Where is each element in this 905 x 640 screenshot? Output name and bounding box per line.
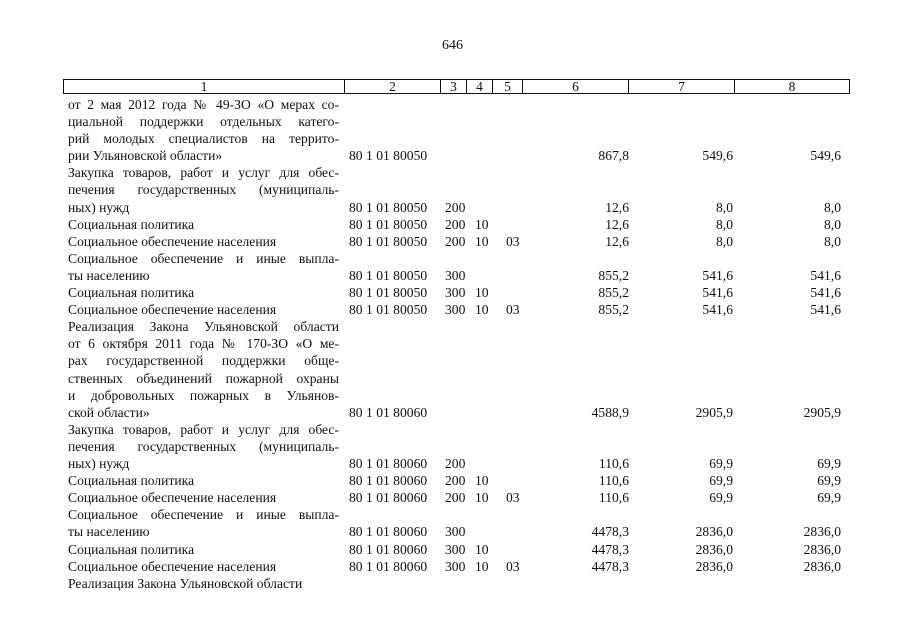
cell-target-code: 80 1 01 80050	[349, 267, 428, 283]
page-number: 646	[442, 38, 463, 53]
description-line: Социальное обеспечение населения	[68, 558, 277, 574]
row-description	[68, 301, 339, 318]
description-line: от 6 октября 2011 года № 170-ЗО «О ме-	[68, 336, 339, 352]
cell-target-code: 80 1 01 80060	[349, 524, 428, 540]
cell-target-code: 80 1 01 80050	[349, 148, 428, 164]
cell-target-code: 80 1 01 80050	[349, 233, 428, 249]
cell-amount-col6: 855,2	[598, 267, 629, 283]
header-cell-1: 1	[64, 80, 345, 93]
cell-amount-col7: 2836,0	[695, 541, 733, 557]
header-cell-2: 2	[345, 80, 441, 93]
cell-subsection: 03	[506, 233, 520, 249]
cell-amount-col8: 541,6	[810, 302, 841, 318]
cell-target-code: 80 1 01 80050	[349, 302, 428, 318]
cell-amount-col6: 4588,9	[591, 404, 629, 420]
cell-amount-col6: 12,6	[605, 216, 629, 232]
cell-amount-col6: 855,2	[598, 302, 629, 318]
table-row	[0, 489, 905, 506]
cell-expense-type: 200	[445, 233, 466, 249]
cell-expense-type: 300	[445, 285, 466, 301]
cell-expense-type: 300	[445, 541, 466, 557]
row-description	[68, 575, 339, 592]
cell-amount-col7: 541,6	[702, 302, 733, 318]
description-line: ных) нужд	[68, 199, 130, 215]
cell-target-code: 80 1 01 80060	[349, 541, 428, 557]
header-cell-8: 8	[788, 79, 796, 94]
cell-subsection: 03	[506, 558, 520, 574]
row-description	[68, 489, 339, 506]
description-line: Реализация Закона Ульяновской области	[68, 319, 339, 335]
cell-amount-col8: 541,6	[810, 267, 841, 283]
description-line: печения государственных (муниципаль-	[68, 182, 339, 198]
cell-amount-col6: 110,6	[598, 473, 629, 489]
table-row	[0, 472, 905, 489]
description-line: печения государственных (муниципаль-	[68, 438, 339, 454]
cell-expense-type: 200	[445, 456, 466, 472]
header-cell-3: 3	[441, 80, 467, 93]
cell-amount-col6: 4478,3	[591, 558, 629, 574]
cell-target-code: 80 1 01 80050	[349, 199, 428, 215]
cell-amount-col8: 2836,0	[803, 558, 841, 574]
cell-expense-type: 300	[445, 267, 466, 283]
cell-target-code: 80 1 01 80060	[349, 404, 428, 420]
cell-target-code: 80 1 01 80050	[349, 216, 428, 232]
cell-amount-col7: 541,6	[702, 267, 733, 283]
header-cell-4: 4	[467, 80, 493, 93]
cell-expense-type: 200	[445, 216, 466, 232]
description-line: Социальное обеспечение населения	[68, 233, 277, 249]
row-description	[68, 96, 339, 164]
description-line: и добровольных пожарных в Ульянов-	[68, 387, 339, 403]
cell-amount-col7: 2905,9	[695, 404, 733, 420]
cell-expense-type: 200	[445, 473, 466, 489]
description-line: Социальное обеспечение и иные выпла-	[68, 250, 339, 266]
cell-section: 10	[475, 285, 489, 301]
row-description	[68, 284, 339, 301]
header-cell-6: 6	[523, 80, 629, 93]
cell-amount-col7: 69,9	[709, 490, 733, 506]
cell-amount-col7: 541,6	[702, 285, 733, 301]
cell-section: 10	[475, 473, 489, 489]
table-row	[0, 318, 905, 421]
description-line: ственных объединений пожарной охраны	[68, 370, 339, 386]
table-row	[0, 506, 905, 540]
table-row	[0, 575, 905, 592]
cell-amount-col6: 110,6	[598, 490, 629, 506]
table-row	[0, 96, 905, 164]
cell-amount-col7: 8,0	[716, 216, 733, 232]
cell-amount-col6: 12,6	[605, 199, 629, 215]
description-line: рий молодых специалистов на террито-	[68, 131, 339, 147]
cell-section: 10	[475, 558, 489, 574]
row-description	[68, 250, 339, 284]
cell-amount-col7: 69,9	[709, 456, 733, 472]
cell-expense-type: 300	[445, 302, 466, 318]
row-description	[68, 318, 339, 421]
cell-amount-col7: 69,9	[709, 473, 733, 489]
table-row	[0, 558, 905, 575]
description-line: циальной поддержки отдельных катего-	[68, 114, 339, 130]
cell-target-code: 80 1 01 80060	[349, 473, 428, 489]
cell-amount-col8: 2836,0	[803, 541, 841, 557]
table-row	[0, 421, 905, 472]
description-line: Социальное обеспечение и иные выпла-	[68, 507, 339, 523]
table-header	[63, 79, 850, 94]
cell-target-code: 80 1 01 80050	[349, 285, 428, 301]
description-line: рии Ульяновской области»	[68, 148, 223, 164]
cell-amount-col8: 549,6	[810, 148, 841, 164]
cell-expense-type: 200	[445, 199, 466, 215]
cell-amount-col8: 8,0	[824, 216, 841, 232]
row-description	[68, 472, 339, 489]
description-line: ской области»	[68, 404, 150, 420]
row-description	[68, 164, 339, 215]
cell-amount-col6: 12,6	[605, 233, 629, 249]
cell-amount-col8: 8,0	[824, 233, 841, 249]
cell-subsection: 03	[506, 490, 520, 506]
cell-expense-type: 200	[445, 490, 466, 506]
cell-amount-col7: 549,6	[702, 148, 733, 164]
cell-amount-col7: 8,0	[716, 233, 733, 249]
cell-section: 10	[475, 233, 489, 249]
cell-expense-type: 300	[445, 558, 466, 574]
cell-section: 10	[475, 302, 489, 318]
cell-amount-col8: 69,9	[817, 456, 841, 472]
description-line: Социальная политика	[68, 216, 195, 232]
table-body	[0, 96, 905, 592]
header-cell-7: 7	[629, 80, 735, 93]
row-description	[68, 421, 339, 472]
row-description	[68, 558, 339, 575]
row-description	[68, 216, 339, 233]
cell-amount-col8: 69,9	[817, 490, 841, 506]
table-row	[0, 284, 905, 301]
cell-section: 10	[475, 216, 489, 232]
cell-amount-col8: 69,9	[817, 473, 841, 489]
description-line: ных) нужд	[68, 456, 130, 472]
table-row	[0, 164, 905, 215]
cell-amount-col8: 8,0	[824, 199, 841, 215]
row-description	[68, 541, 339, 558]
cell-section: 10	[475, 490, 489, 506]
cell-target-code: 80 1 01 80060	[349, 558, 428, 574]
cell-amount-col7: 8,0	[716, 199, 733, 215]
cell-subsection: 03	[506, 302, 520, 318]
cell-target-code: 80 1 01 80060	[349, 490, 428, 506]
description-line: от 2 мая 2012 года № 49-ЗО «О мерах со-	[68, 97, 339, 112]
description-line: Закупка товаров, работ и услуг для обес-	[68, 165, 339, 181]
cell-amount-col6: 110,6	[598, 456, 629, 472]
cell-target-code: 80 1 01 80060	[349, 456, 428, 472]
cell-amount-col8: 2905,9	[803, 404, 841, 420]
cell-amount-col6: 855,2	[598, 285, 629, 301]
description-line: Реализация Закона Ульяновской области	[68, 575, 303, 591]
cell-amount-col8: 2836,0	[803, 524, 841, 540]
cell-expense-type: 300	[445, 524, 466, 540]
description-line: ты населению	[68, 267, 150, 283]
table-row	[0, 301, 905, 318]
row-description	[68, 233, 339, 250]
description-line: рах государственной поддержки обще-	[68, 353, 339, 369]
table-row	[0, 541, 905, 558]
table-row	[0, 233, 905, 250]
description-line: ты населению	[68, 524, 150, 540]
cell-amount-col8: 541,6	[810, 285, 841, 301]
description-line: Социальное обеспечение населения	[68, 490, 277, 506]
cell-amount-col6: 4478,3	[591, 541, 629, 557]
cell-amount-col6: 4478,3	[591, 524, 629, 540]
description-line: Социальная политика	[68, 285, 195, 301]
description-line: Социальная политика	[68, 473, 195, 489]
description-line: Социальное обеспечение населения	[68, 302, 277, 318]
row-description	[68, 506, 339, 540]
cell-amount-col6: 867,8	[598, 148, 629, 164]
cell-amount-col7: 2836,0	[695, 524, 733, 540]
cell-section: 10	[475, 541, 489, 557]
description-line: Социальная политика	[68, 541, 195, 557]
description-line: Закупка товаров, работ и услуг для обес-	[68, 421, 339, 437]
table-row	[0, 250, 905, 284]
table-row	[0, 216, 905, 233]
header-cell-5: 5	[493, 80, 523, 93]
cell-amount-col7: 2836,0	[695, 558, 733, 574]
